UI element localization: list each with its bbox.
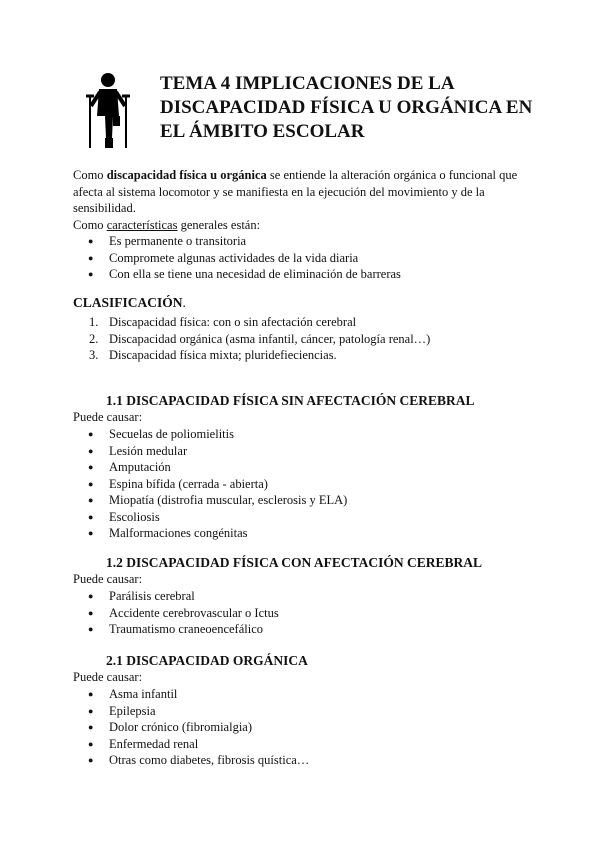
list-text: Discapacidad orgánica (asma infantil, cáncer, patología renal…) <box>109 331 431 346</box>
list-item: ● Espina bífida (cerrada - abierta) <box>73 476 347 493</box>
section-list <box>73 426 347 542</box>
list-item: ● Secuelas de poliomielitis <box>73 426 347 443</box>
disability-crutches-icon <box>80 72 140 150</box>
list-item: ● Miopatía (distrofia muscular, esclerosis y ELA) <box>73 492 347 509</box>
classification-list <box>73 314 430 364</box>
list-item: ● Accidente cerebrovascular o Ictus <box>73 605 279 622</box>
list-item: ● Escoliosis <box>73 509 347 526</box>
title-line: EL ÁMBITO ESCOLAR <box>160 121 365 142</box>
title-line: TEMA 4 IMPLICACIONES DE LA <box>160 73 455 94</box>
list-number: 1. <box>89 315 99 329</box>
section-label: Puede causar: <box>73 410 143 424</box>
characteristics-list <box>73 233 401 283</box>
list-item: ● Es permanente o transitoria <box>73 233 401 250</box>
list-item <box>73 314 430 331</box>
section-label: Puede causar: <box>73 572 143 586</box>
list-text: Discapacidad física: con o sin afectación cerebral <box>109 315 357 329</box>
heading-text: CLASIFICACIÓN <box>73 295 183 310</box>
page-title <box>160 72 560 144</box>
list-item: ● Con ella se tiene una necesidad de eliminación de barreras <box>73 266 401 283</box>
list-item: ● Epilepsia <box>73 703 309 720</box>
list-item: ● Malformaciones congénitas <box>73 525 347 542</box>
list-item: ● Compromete algunas actividades de la vida diaria <box>73 250 401 267</box>
list-number: 3. <box>89 348 99 362</box>
title-line: DISCAPACIDAD FÍSICA U ORGÁNICA EN <box>160 97 533 118</box>
intro-text: Como <box>73 168 107 182</box>
section-list <box>73 686 309 769</box>
list-item: ● Enfermedad renal <box>73 736 309 753</box>
classification-heading <box>73 295 186 311</box>
list-text: Discapacidad física mixta; pluridefieciencias. <box>109 348 337 362</box>
heading-period: . <box>182 295 186 310</box>
intro-bold-term: discapacidad física u orgánica <box>106 168 267 182</box>
intro-text: se entiende la alteración orgánica o funcional que afecta al sistema locomotor y se manifiesta en la ejecución del movimiento y de la sensibilidad. <box>73 168 518 215</box>
list-item: ● Lesión medular <box>73 443 347 460</box>
section-heading: 2.1 DISCAPACIDAD ORGÁNICA <box>106 653 308 668</box>
list-number: 2. <box>89 331 99 346</box>
list-item: ● Asma infantil <box>73 686 309 703</box>
chars-underlined: características <box>106 217 178 232</box>
list-item: ● Parálisis cerebral <box>73 588 279 605</box>
list-item: ● Otras como diabetes, fibrosis quística… <box>73 752 309 769</box>
list-item: ● Dolor crónico (fibromialgia) <box>73 719 309 736</box>
section-heading: 1.2 DISCAPACIDAD FÍSICA CON AFECTACIÓN CEREBRAL <box>106 555 483 570</box>
list-item: ● Traumatismo craneoencefálico <box>73 621 279 638</box>
section-label: Puede causar: <box>73 670 143 684</box>
chars-intro-text: Como <box>73 217 107 232</box>
list-item: ● Amputación <box>73 459 347 476</box>
section-heading: 1.1 DISCAPACIDAD FÍSICA SIN AFECTACIÓN CEREBRAL <box>106 393 475 408</box>
section-list <box>73 588 279 638</box>
list-item <box>73 331 430 348</box>
list-item <box>73 347 430 364</box>
chars-intro-text: generales están: <box>177 217 261 232</box>
intro-paragraph <box>73 167 538 233</box>
